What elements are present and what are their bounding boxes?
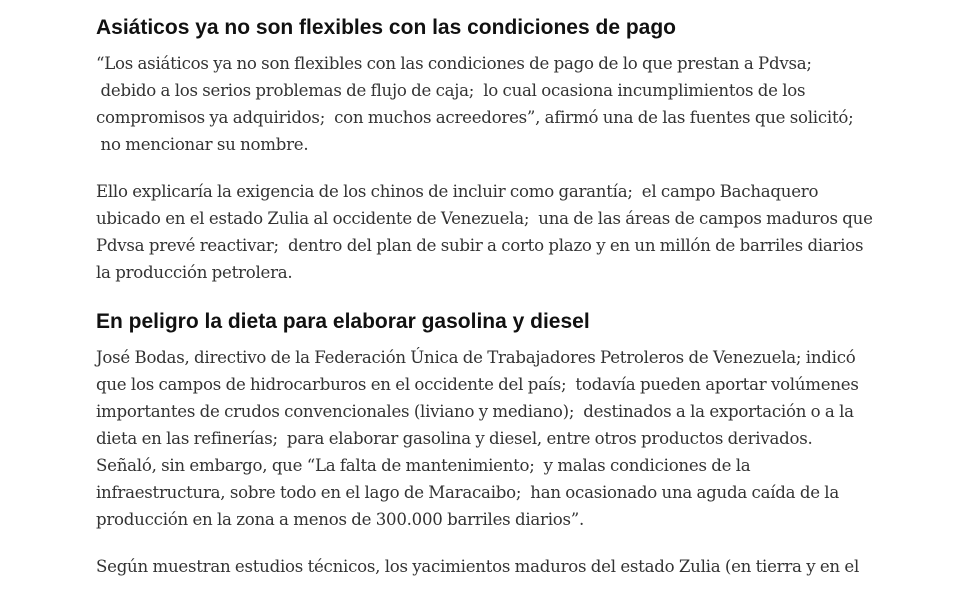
paragraph-bachaquero — [96, 178, 873, 286]
section-heading-asiaticos: Asiáticos ya no son flexibles con las condiciones de pago — [96, 16, 676, 39]
article-body — [96, 0, 873, 580]
text-line: no mencionar su nombre. — [96, 135, 309, 154]
text-line: compromisos ya adquiridos; con muchos acreedores”, afirmó una de las fuentes que solicitó; — [96, 108, 854, 127]
text-line: infraestructura, sobre todo en el lago de Maracaibo; han ocasionado una aguda caída de la — [96, 483, 839, 502]
text-line: importantes de crudos convencionales (liviano y mediano); destinados a la exportación o a la — [96, 402, 854, 421]
text-line: debido a los serios problemas de flujo de caja; lo cual ocasiona incumplimientos de los — [96, 81, 806, 100]
text-line: Ello explicaría la exigencia de los chinos de incluir como garantía; el campo Bachaquero — [96, 182, 819, 201]
text-line: Según muestran estudios técnicos, los yacimientos maduros del estado Zulia (en tierra y en el — [96, 557, 860, 576]
section-heading-dieta: En peligro la dieta para elaborar gasolina y diesel — [96, 310, 590, 333]
text-line: “Los asiáticos ya no son flexibles con las condiciones de pago de lo que prestan a Pdvsa; — [96, 54, 812, 73]
paragraph-estudios-tecnicos — [96, 553, 860, 580]
text-line: José Bodas, directivo de la Federación Única de Trabajadores Petroleros de Venezuela; indicó — [96, 348, 856, 367]
text-line: Señaló, sin embargo, que “La falta de mantenimiento; y malas condiciones de la — [96, 456, 751, 475]
text-line: que los campos de hidrocarburos en el occidente del país; todavía pueden aportar volúmenes — [96, 375, 859, 394]
paragraph-asiaticos-quote — [96, 50, 856, 158]
paragraph-jose-bodas — [96, 344, 859, 533]
text-line: producción en la zona a menos de 300.000 barriles diarios”. — [96, 510, 585, 529]
text-line: ubicado en el estado Zulia al occidente de Venezuela; una de las áreas de campos maduros que — [96, 209, 873, 228]
text-line: dieta en las refinerías; para elaborar gasolina y diesel, entre otros productos derivados. — [96, 429, 813, 448]
text-line: la producción petrolera. — [96, 263, 293, 282]
text-line: Pdvsa prevé reactivar; dentro del plan de subir a corto plazo y en un millón de barriles diarios — [96, 236, 864, 255]
